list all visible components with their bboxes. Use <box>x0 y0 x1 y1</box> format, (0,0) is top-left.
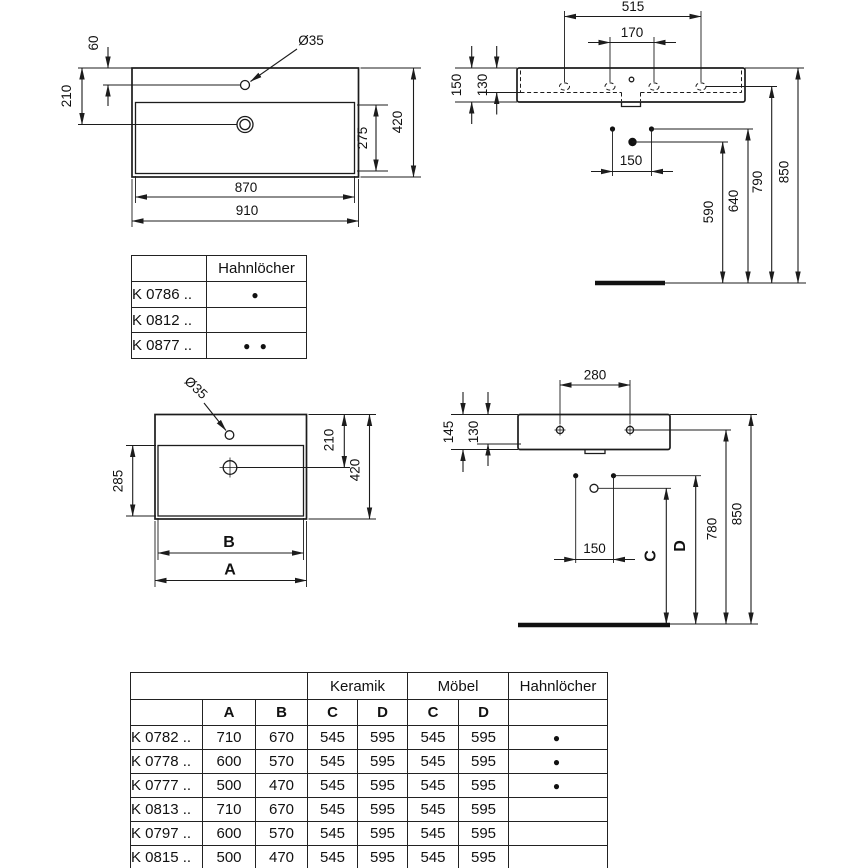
model-code: K 0815 .. <box>131 846 203 868</box>
side-view-small <box>441 368 758 626</box>
hole-count-dots <box>207 308 307 333</box>
model-code: K 0797 .. <box>131 822 203 846</box>
hole-count-dots: ● <box>509 750 608 774</box>
dim-285-label: 285 <box>110 469 126 493</box>
hole-count-dots <box>509 846 608 868</box>
table-row: K 0797 .. 600 570 545 595 545 595 <box>131 822 608 846</box>
dim-790-label: 790 <box>750 170 765 194</box>
dia-35-label: Ø35 <box>298 33 324 48</box>
model-code: K 0786 .. <box>132 282 207 308</box>
dim-210-small-label: 210 <box>321 428 337 452</box>
spec-table-group-header-row <box>131 673 608 700</box>
dim-150-small-label: 150 <box>583 541 606 556</box>
model-code: K 0877 .. <box>132 333 207 359</box>
side-view-large <box>449 0 806 283</box>
dim-210-label: 210 <box>59 84 74 108</box>
front-view-small <box>111 374 376 587</box>
dim-850-label: 850 <box>776 160 792 184</box>
dim-170-label: 170 <box>620 25 644 40</box>
model-code: K 0777 .. <box>131 774 203 798</box>
table-row: K 0778 .. 600 570 545 595 545 595 ● <box>131 750 608 774</box>
model-code: K 0782 .. <box>131 726 203 750</box>
dim-130-small-label: 130 <box>466 420 481 444</box>
dim-275-label: 275 <box>355 126 370 150</box>
dim-60-label: 60 <box>86 35 101 51</box>
table-row: K 0777 .. 500 470 545 595 545 595 ● <box>131 774 608 798</box>
dim-A-label: A <box>224 561 236 579</box>
model-code: K 0813 .. <box>131 798 203 822</box>
table-row: K 0813 .. 710 670 545 595 545 595 <box>131 798 608 822</box>
col-header-c2: C <box>408 700 459 726</box>
table-row <box>132 333 307 359</box>
hole-count-dots <box>509 822 608 846</box>
hole-table-header-row <box>132 256 307 282</box>
table-row <box>132 308 307 333</box>
hole-table-header: Hahnlöcher <box>207 256 307 282</box>
dim-130-inner-label: 130 <box>475 73 490 97</box>
hole-count-dots: ● <box>509 726 608 750</box>
col-header-a: A <box>203 700 256 726</box>
spec-table-column-header-row <box>131 700 608 726</box>
table-row <box>132 282 307 308</box>
dim-D-label: D <box>672 540 689 552</box>
table-row: K 0782 .. 710 670 545 595 545 595 ● <box>131 726 608 750</box>
col-header-b: B <box>256 700 308 726</box>
dim-420-label: 420 <box>390 110 405 134</box>
dim-590-label: 590 <box>701 200 716 224</box>
dim-420-small-label: 420 <box>347 458 363 482</box>
hole-count-dots: ● <box>509 774 608 798</box>
dim-515-label: 515 <box>621 0 645 14</box>
front-view-large <box>59 33 421 227</box>
table-row: K 0815 .. 500 470 545 595 545 595 <box>131 846 608 868</box>
col-header-d2: D <box>459 700 509 726</box>
hole-count-dots: ● ● <box>207 333 307 359</box>
dia-35-small-label: Ø35 <box>181 373 211 402</box>
dim-145-label: 145 <box>441 420 456 444</box>
model-code: K 0778 .. <box>131 750 203 774</box>
hole-count-dots <box>509 798 608 822</box>
dim-870-label: 870 <box>234 180 258 195</box>
dim-850-small-label: 850 <box>729 502 745 526</box>
hole-count-dots: ● <box>207 282 307 308</box>
dim-780-label: 780 <box>704 517 720 541</box>
group-header-moebel: Möbel <box>408 673 509 700</box>
col-header-d1: D <box>358 700 408 726</box>
group-header-keramik: Keramik <box>308 673 408 700</box>
dim-280-label: 280 <box>583 367 607 383</box>
hole-table <box>131 255 307 359</box>
dim-910-label: 910 <box>235 203 259 218</box>
dim-640-label: 640 <box>726 189 741 213</box>
dim-C-label: C <box>642 550 660 562</box>
dim-B-label: B <box>223 534 235 551</box>
group-header-hahnloecher: Hahnlöcher <box>509 673 608 700</box>
col-header-c1: C <box>308 700 358 726</box>
model-code: K 0812 .. <box>132 308 207 333</box>
spec-table <box>130 672 608 868</box>
dim-150-fix-label: 150 <box>619 153 643 168</box>
dim-150-face-label: 150 <box>449 73 464 97</box>
